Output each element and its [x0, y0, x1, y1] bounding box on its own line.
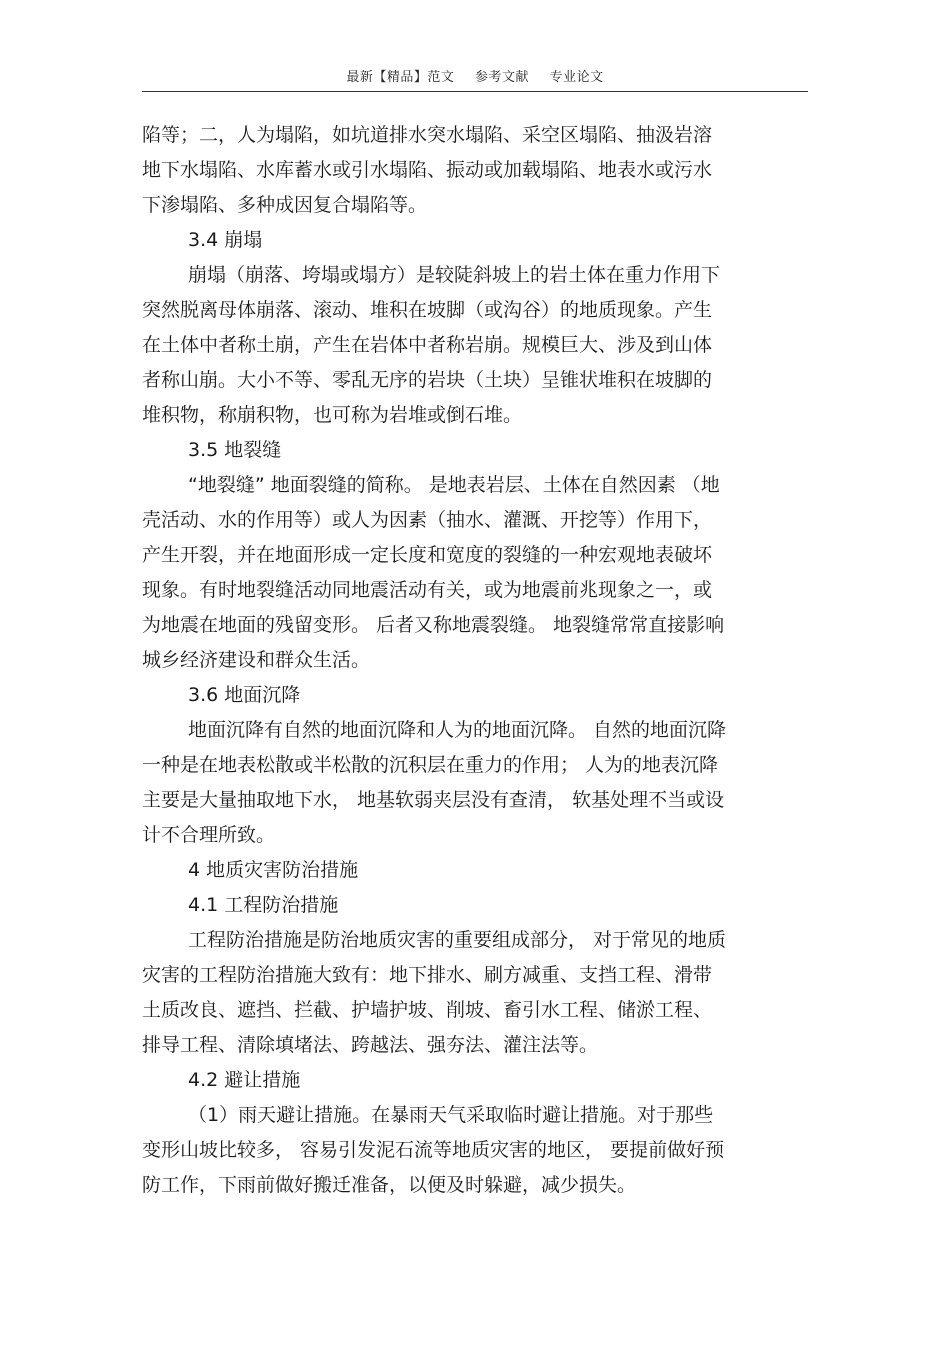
text-line: 地面沉降有自然的地面沉降和人为的地面沉降。 自然的地面沉降 — [188, 719, 727, 741]
text-line: 灾害的工程防治措施大致有：地下排水、刷方减重、支挡工程、滑带 — [142, 964, 713, 986]
text-line: 城乡经济建设和群众生活。 — [142, 649, 371, 671]
text-line: 陷等；二，人为塌陷，如坑道排水突水塌陷、采空区塌陷、抽汲岩溶 — [142, 124, 713, 146]
text-line: 计不合理所致。 — [142, 824, 276, 846]
text-line: 3.4 崩塌 — [188, 229, 263, 251]
document-body — [142, 118, 812, 1203]
text-line: 下渗塌陷、多种成因复合塌陷等。 — [142, 194, 428, 216]
text-line: 排导工程、清除填堵法、跨越法、强夯法、灌注法等。 — [142, 1034, 599, 1056]
header-label-papers: 专业论文 — [549, 70, 604, 85]
text-line: （1）雨天避让措施。在暴雨天气采取临时避让措施。对于那些 — [188, 1104, 714, 1126]
text-line: 4.1 工程防治措施 — [188, 894, 339, 916]
text-line: 4 地质灾害防治措施 — [188, 859, 359, 881]
text-line: 土质改良、遮挡、拦截、护墙护坡、削坡、畜引水工程、储淤工程、 — [142, 999, 713, 1021]
text-line: 为地震在地面的残留变形。 后者又称地震裂缝。 地裂缝常常直接影响 — [142, 614, 725, 636]
text-line: 壳活动、水的作用等）或人为因素（抽水、灌溉、开挖等）作用下， — [142, 509, 713, 531]
text-line: 防工作，下雨前做好搬迁准备，以便及时躲避，减少损失。 — [142, 1174, 637, 1196]
text-line: 3.5 地裂缝 — [188, 439, 282, 461]
text-line: “地裂缝” 地面裂缝的简称。 是地表岩层、土体在自然因素 （地 — [188, 474, 720, 496]
page-header — [0, 66, 950, 85]
text-line: 堆积物，称崩积物，也可称为岩堆或倒石堆。 — [142, 404, 523, 426]
text-line: 变形山坡比较多， 容易引发泥石流等地质灾害的地区， 要提前做好预 — [142, 1139, 725, 1161]
text-line: 4.2 避让措施 — [188, 1069, 301, 1091]
text-line: 地下水塌陷、水库蓄水或引水塌陷、振动或加载塌陷、地表水或污水 — [142, 159, 713, 181]
header-label-references: 参考文献 — [474, 70, 529, 85]
header-label-fanwen: 最新【精品】范文 — [346, 70, 455, 85]
text-line: 产生开裂，并在地面形成一定长度和宽度的裂缝的一种宏观地表破坏 — [142, 544, 713, 566]
text-line: 3.6 地面沉降 — [188, 684, 301, 706]
text-line: 一种是在地表松散或半松散的沉积层在重力的作用； 人为的地表沉降 — [142, 754, 719, 776]
text-line: 者称山崩。大小不等、零乱无序的岩块（土块）呈锥状堆积在坡脚的 — [142, 369, 713, 391]
text-line: 突然脱离母体崩落、滚动、堆积在坡脚（或沟谷）的地质现象。产生 — [142, 299, 713, 321]
header-divider — [142, 91, 808, 92]
text-line: 在土体中者称土崩，产生在岩体中者称岩崩。规模巨大、涉及到山体 — [142, 334, 713, 356]
text-line: 现象。有时地裂缝活动同地震活动有关，或为地震前兆现象之一，或 — [142, 579, 713, 601]
text-line: 工程防治措施是防治地质灾害的重要组成部分， 对于常见的地质 — [188, 929, 727, 951]
text-line: 崩塌（崩落、垮塌或塌方）是较陡斜坡上的岩土体在重力作用下 — [188, 264, 721, 286]
text-line: 主要是大量抽取地下水， 地基软弱夹层没有查清， 软基处理不当或设 — [142, 789, 725, 811]
